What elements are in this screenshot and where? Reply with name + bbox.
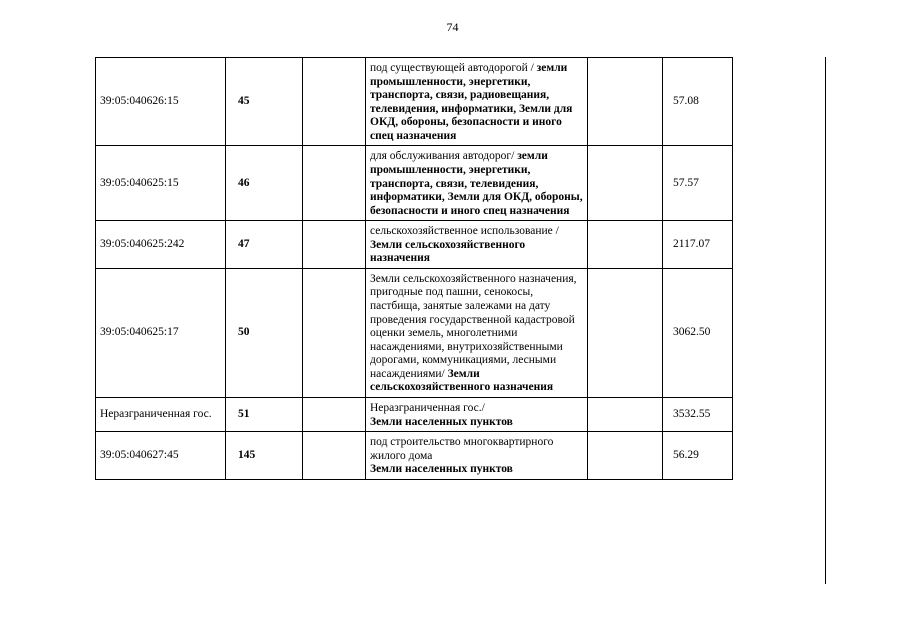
cell-blank-2: [588, 58, 663, 146]
cell-area: 3062.50: [663, 268, 733, 397]
use-plain-text: сельскохозяйственное использование /: [370, 225, 559, 238]
cell-permitted-use: [366, 432, 588, 480]
cell-cadastral-number: 39:05:040626:15: [96, 58, 226, 146]
cell-area: 56.29: [663, 432, 733, 480]
right-margin-rule: [825, 57, 826, 584]
cell-blank: [303, 268, 366, 397]
cell-blank: [303, 146, 366, 221]
cell-cadastral-number: 39:05:040625:15: [96, 146, 226, 221]
use-bold-text: Земли населенных пунктов: [370, 415, 513, 428]
cell-permitted-use: [366, 268, 588, 397]
use-bold-text: земли промышленности, энергетики, транспорта, связи, радиовещания, телевидения, информатики, Земли для ОКД, обороны, безопасности и иного спец назначения: [370, 62, 573, 142]
cell-area: 57.08: [663, 58, 733, 146]
table-row: [96, 221, 733, 269]
cell-blank-2: [588, 397, 663, 431]
cell-row-number: 50: [226, 268, 303, 397]
cell-permitted-use: [366, 221, 588, 269]
table-row: [96, 397, 733, 431]
cell-permitted-use: [366, 397, 588, 431]
cell-row-number: 46: [226, 146, 303, 221]
cell-blank-2: [588, 432, 663, 480]
cell-permitted-use: [366, 146, 588, 221]
cell-cadastral-number: 39:05:040625:242: [96, 221, 226, 269]
cell-permitted-use: [366, 58, 588, 146]
cell-blank: [303, 432, 366, 480]
use-bold-text: Земли населенных пунктов: [370, 463, 513, 476]
cell-cadastral-number: Неразграниченная гос.: [96, 397, 226, 431]
cell-blank-2: [588, 221, 663, 269]
use-bold-text: земли промышленности, энергетики, транспорта, связи, телевидения, информатики, Земли для ОКД, обороны, безопасности и иного спец назначения: [370, 150, 583, 217]
land-parcels-table: [95, 57, 733, 480]
cell-cadastral-number: 39:05:040627:45: [96, 432, 226, 480]
cell-blank: [303, 397, 366, 431]
use-plain-text: под строительство многоквартирного жилого дома: [370, 436, 554, 462]
cell-row-number: 47: [226, 221, 303, 269]
use-bold-text: Земли сельскохозяйственного назначения: [370, 238, 526, 265]
cell-area: 2117.07: [663, 221, 733, 269]
cell-row-number: 145: [226, 432, 303, 480]
table-row: [96, 146, 733, 221]
table-row: [96, 58, 733, 146]
cell-area: 3532.55: [663, 397, 733, 431]
use-bold-text: Земли сельскохозяйственного назначения: [370, 367, 554, 394]
use-plain-text: для обслуживания автодорог/: [370, 150, 515, 163]
cell-blank: [303, 58, 366, 146]
cell-cadastral-number: 39:05:040625:17: [96, 268, 226, 397]
use-plain-text: под существующей автодорогой /: [370, 62, 534, 74]
cell-row-number: 45: [226, 58, 303, 146]
use-plain-text: Неразграниченная гос./: [370, 401, 485, 414]
cell-blank-2: [588, 146, 663, 221]
cell-row-number: 51: [226, 397, 303, 431]
use-plain-text: Земли сельскохозяйственного назначения, пригодные под пашни, сенокосы, пастбища, занятые залежами на дату проведения государственной кадастровой оценки земель, многолетними насаждениями, внутрихозяйственными дорогами, коммуникациями, лесными насаждениями/: [370, 272, 577, 380]
cell-blank-2: [588, 268, 663, 397]
table-row: [96, 432, 733, 480]
cell-blank: [303, 221, 366, 269]
table-row: [96, 268, 733, 397]
page-number: 74: [446, 20, 459, 34]
cell-area: 57.57: [663, 146, 733, 221]
